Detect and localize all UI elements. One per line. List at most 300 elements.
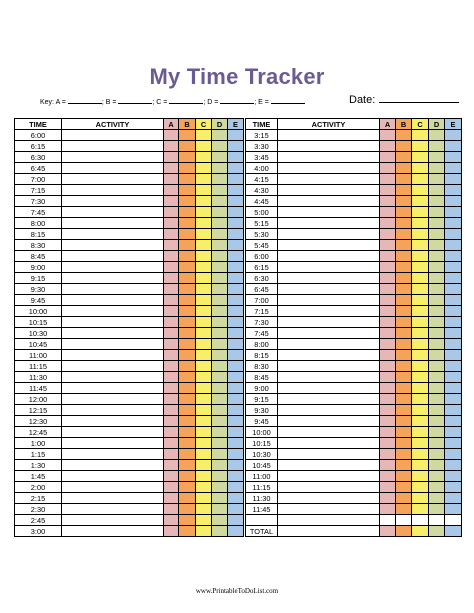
category-cell-e[interactable] bbox=[445, 526, 462, 537]
category-cell-a[interactable] bbox=[380, 438, 396, 449]
category-cell-d[interactable] bbox=[212, 361, 228, 372]
category-cell-c[interactable] bbox=[412, 207, 429, 218]
activity-cell[interactable] bbox=[278, 526, 380, 537]
category-cell-d[interactable] bbox=[429, 141, 445, 152]
category-cell-d[interactable] bbox=[212, 405, 228, 416]
category-cell-a[interactable] bbox=[164, 218, 179, 229]
category-cell-a[interactable] bbox=[380, 152, 396, 163]
category-cell-b[interactable] bbox=[179, 251, 196, 262]
activity-cell[interactable] bbox=[62, 471, 164, 482]
category-cell-d[interactable] bbox=[212, 240, 228, 251]
category-cell-b[interactable] bbox=[396, 372, 412, 383]
activity-cell[interactable] bbox=[62, 218, 164, 229]
category-cell-d[interactable] bbox=[212, 141, 228, 152]
activity-cell[interactable] bbox=[278, 361, 380, 372]
category-cell-b[interactable] bbox=[396, 229, 412, 240]
activity-cell[interactable] bbox=[278, 449, 380, 460]
category-cell-b[interactable] bbox=[396, 207, 412, 218]
category-cell-b[interactable] bbox=[179, 339, 196, 350]
category-cell-e[interactable] bbox=[445, 339, 462, 350]
activity-cell[interactable] bbox=[278, 383, 380, 394]
category-cell-b[interactable] bbox=[179, 185, 196, 196]
category-cell-e[interactable] bbox=[228, 427, 244, 438]
category-cell-c[interactable] bbox=[196, 515, 212, 526]
category-cell-c[interactable] bbox=[196, 438, 212, 449]
category-cell-b[interactable] bbox=[396, 273, 412, 284]
category-cell-e[interactable] bbox=[445, 207, 462, 218]
category-cell-d[interactable] bbox=[429, 251, 445, 262]
category-cell-d[interactable] bbox=[212, 284, 228, 295]
key-b-blank[interactable] bbox=[118, 96, 152, 104]
activity-cell[interactable] bbox=[62, 361, 164, 372]
category-cell-e[interactable] bbox=[228, 306, 244, 317]
category-cell-c[interactable] bbox=[196, 262, 212, 273]
activity-cell[interactable] bbox=[62, 350, 164, 361]
category-cell-d[interactable] bbox=[429, 449, 445, 460]
activity-cell[interactable] bbox=[278, 493, 380, 504]
category-cell-a[interactable] bbox=[164, 449, 179, 460]
activity-cell[interactable] bbox=[62, 295, 164, 306]
category-cell-e[interactable] bbox=[445, 449, 462, 460]
category-cell-b[interactable] bbox=[179, 229, 196, 240]
category-cell-b[interactable] bbox=[179, 273, 196, 284]
category-cell-e[interactable] bbox=[445, 262, 462, 273]
category-cell-d[interactable] bbox=[429, 273, 445, 284]
category-cell-b[interactable] bbox=[179, 163, 196, 174]
category-cell-a[interactable] bbox=[164, 295, 179, 306]
category-cell-d[interactable] bbox=[429, 361, 445, 372]
category-cell-b[interactable] bbox=[396, 471, 412, 482]
category-cell-a[interactable] bbox=[380, 394, 396, 405]
activity-cell[interactable] bbox=[278, 350, 380, 361]
activity-cell[interactable] bbox=[278, 427, 380, 438]
category-cell-e[interactable] bbox=[228, 141, 244, 152]
category-cell-b[interactable] bbox=[179, 196, 196, 207]
category-cell-d[interactable] bbox=[429, 383, 445, 394]
activity-cell[interactable] bbox=[278, 515, 380, 526]
category-cell-a[interactable] bbox=[380, 317, 396, 328]
category-cell-a[interactable] bbox=[164, 394, 179, 405]
category-cell-b[interactable] bbox=[179, 460, 196, 471]
category-cell-d[interactable] bbox=[212, 317, 228, 328]
category-cell-d[interactable] bbox=[429, 460, 445, 471]
activity-cell[interactable] bbox=[62, 394, 164, 405]
category-cell-b[interactable] bbox=[179, 361, 196, 372]
category-cell-b[interactable] bbox=[179, 449, 196, 460]
activity-cell[interactable] bbox=[278, 295, 380, 306]
category-cell-d[interactable] bbox=[212, 504, 228, 515]
category-cell-e[interactable] bbox=[228, 482, 244, 493]
category-cell-c[interactable] bbox=[412, 482, 429, 493]
category-cell-d[interactable] bbox=[429, 185, 445, 196]
category-cell-c[interactable] bbox=[412, 251, 429, 262]
activity-cell[interactable] bbox=[278, 174, 380, 185]
key-a-blank[interactable] bbox=[68, 96, 102, 104]
category-cell-c[interactable] bbox=[412, 350, 429, 361]
category-cell-d[interactable] bbox=[212, 218, 228, 229]
category-cell-e[interactable] bbox=[228, 251, 244, 262]
category-cell-a[interactable] bbox=[380, 174, 396, 185]
category-cell-e[interactable] bbox=[445, 328, 462, 339]
category-cell-c[interactable] bbox=[412, 174, 429, 185]
category-cell-d[interactable] bbox=[212, 163, 228, 174]
category-cell-d[interactable] bbox=[212, 174, 228, 185]
category-cell-e[interactable] bbox=[228, 383, 244, 394]
category-cell-c[interactable] bbox=[412, 152, 429, 163]
category-cell-e[interactable] bbox=[445, 350, 462, 361]
category-cell-d[interactable] bbox=[429, 526, 445, 537]
category-cell-c[interactable] bbox=[412, 504, 429, 515]
category-cell-d[interactable] bbox=[429, 504, 445, 515]
category-cell-e[interactable] bbox=[228, 361, 244, 372]
category-cell-e[interactable] bbox=[445, 141, 462, 152]
category-cell-d[interactable] bbox=[429, 427, 445, 438]
category-cell-a[interactable] bbox=[380, 163, 396, 174]
category-cell-a[interactable] bbox=[380, 240, 396, 251]
category-cell-b[interactable] bbox=[396, 394, 412, 405]
category-cell-e[interactable] bbox=[445, 295, 462, 306]
category-cell-d[interactable] bbox=[429, 339, 445, 350]
category-cell-a[interactable] bbox=[380, 526, 396, 537]
category-cell-c[interactable] bbox=[412, 460, 429, 471]
activity-cell[interactable] bbox=[62, 262, 164, 273]
category-cell-e[interactable] bbox=[228, 163, 244, 174]
category-cell-a[interactable] bbox=[380, 196, 396, 207]
category-cell-e[interactable] bbox=[445, 218, 462, 229]
category-cell-b[interactable] bbox=[179, 438, 196, 449]
category-cell-a[interactable] bbox=[164, 196, 179, 207]
category-cell-d[interactable] bbox=[429, 405, 445, 416]
category-cell-c[interactable] bbox=[196, 317, 212, 328]
category-cell-a[interactable] bbox=[380, 130, 396, 141]
activity-cell[interactable] bbox=[278, 471, 380, 482]
category-cell-c[interactable] bbox=[196, 526, 212, 537]
category-cell-a[interactable] bbox=[380, 251, 396, 262]
category-cell-e[interactable] bbox=[445, 273, 462, 284]
category-cell-b[interactable] bbox=[396, 306, 412, 317]
activity-cell[interactable] bbox=[62, 328, 164, 339]
category-cell-c[interactable] bbox=[196, 273, 212, 284]
category-cell-a[interactable] bbox=[164, 361, 179, 372]
activity-cell[interactable] bbox=[278, 130, 380, 141]
activity-cell[interactable] bbox=[278, 339, 380, 350]
category-cell-d[interactable] bbox=[429, 207, 445, 218]
category-cell-a[interactable] bbox=[380, 295, 396, 306]
activity-cell[interactable] bbox=[278, 284, 380, 295]
category-cell-c[interactable] bbox=[196, 394, 212, 405]
category-cell-a[interactable] bbox=[164, 141, 179, 152]
category-cell-e[interactable] bbox=[445, 504, 462, 515]
category-cell-a[interactable] bbox=[380, 405, 396, 416]
category-cell-a[interactable] bbox=[164, 493, 179, 504]
category-cell-a[interactable] bbox=[380, 185, 396, 196]
category-cell-e[interactable] bbox=[445, 152, 462, 163]
category-cell-e[interactable] bbox=[228, 273, 244, 284]
category-cell-d[interactable] bbox=[212, 438, 228, 449]
category-cell-d[interactable] bbox=[212, 185, 228, 196]
category-cell-b[interactable] bbox=[179, 493, 196, 504]
activity-cell[interactable] bbox=[62, 306, 164, 317]
category-cell-e[interactable] bbox=[445, 130, 462, 141]
category-cell-e[interactable] bbox=[445, 471, 462, 482]
category-cell-e[interactable] bbox=[228, 185, 244, 196]
category-cell-b[interactable] bbox=[179, 262, 196, 273]
category-cell-b[interactable] bbox=[396, 174, 412, 185]
category-cell-e[interactable] bbox=[228, 328, 244, 339]
category-cell-c[interactable] bbox=[196, 449, 212, 460]
category-cell-c[interactable] bbox=[196, 229, 212, 240]
activity-cell[interactable] bbox=[278, 218, 380, 229]
category-cell-c[interactable] bbox=[196, 460, 212, 471]
category-cell-e[interactable] bbox=[445, 196, 462, 207]
category-cell-e[interactable] bbox=[228, 240, 244, 251]
category-cell-b[interactable] bbox=[396, 328, 412, 339]
activity-cell[interactable] bbox=[62, 207, 164, 218]
category-cell-d[interactable] bbox=[429, 229, 445, 240]
category-cell-e[interactable] bbox=[445, 306, 462, 317]
category-cell-c[interactable] bbox=[196, 405, 212, 416]
category-cell-b[interactable] bbox=[396, 196, 412, 207]
category-cell-b[interactable] bbox=[179, 328, 196, 339]
category-cell-c[interactable] bbox=[196, 163, 212, 174]
category-cell-e[interactable] bbox=[445, 383, 462, 394]
category-cell-c[interactable] bbox=[196, 152, 212, 163]
category-cell-c[interactable] bbox=[196, 383, 212, 394]
category-cell-c[interactable] bbox=[196, 372, 212, 383]
category-cell-d[interactable] bbox=[212, 449, 228, 460]
activity-cell[interactable] bbox=[278, 405, 380, 416]
category-cell-c[interactable] bbox=[412, 317, 429, 328]
category-cell-d[interactable] bbox=[429, 372, 445, 383]
category-cell-a[interactable] bbox=[380, 229, 396, 240]
category-cell-b[interactable] bbox=[396, 482, 412, 493]
category-cell-d[interactable] bbox=[212, 130, 228, 141]
category-cell-c[interactable] bbox=[412, 284, 429, 295]
activity-cell[interactable] bbox=[62, 383, 164, 394]
category-cell-e[interactable] bbox=[228, 262, 244, 273]
category-cell-b[interactable] bbox=[396, 141, 412, 152]
category-cell-e[interactable] bbox=[228, 350, 244, 361]
category-cell-a[interactable] bbox=[380, 350, 396, 361]
activity-cell[interactable] bbox=[62, 196, 164, 207]
category-cell-b[interactable] bbox=[179, 515, 196, 526]
category-cell-c[interactable] bbox=[196, 251, 212, 262]
category-cell-a[interactable] bbox=[164, 207, 179, 218]
activity-cell[interactable] bbox=[278, 460, 380, 471]
category-cell-b[interactable] bbox=[179, 526, 196, 537]
category-cell-b[interactable] bbox=[396, 251, 412, 262]
category-cell-b[interactable] bbox=[179, 295, 196, 306]
category-cell-b[interactable] bbox=[179, 240, 196, 251]
category-cell-d[interactable] bbox=[429, 152, 445, 163]
category-cell-a[interactable] bbox=[380, 284, 396, 295]
category-cell-a[interactable] bbox=[164, 350, 179, 361]
category-cell-b[interactable] bbox=[179, 152, 196, 163]
category-cell-b[interactable] bbox=[396, 449, 412, 460]
category-cell-d[interactable] bbox=[212, 394, 228, 405]
category-cell-e[interactable] bbox=[445, 427, 462, 438]
category-cell-e[interactable] bbox=[445, 284, 462, 295]
category-cell-e[interactable] bbox=[228, 493, 244, 504]
category-cell-a[interactable] bbox=[380, 339, 396, 350]
category-cell-a[interactable] bbox=[380, 383, 396, 394]
category-cell-e[interactable] bbox=[228, 130, 244, 141]
category-cell-a[interactable] bbox=[164, 339, 179, 350]
date-blank[interactable] bbox=[379, 92, 459, 103]
category-cell-a[interactable] bbox=[164, 130, 179, 141]
category-cell-e[interactable] bbox=[445, 174, 462, 185]
category-cell-c[interactable] bbox=[412, 218, 429, 229]
category-cell-b[interactable] bbox=[396, 526, 412, 537]
category-cell-c[interactable] bbox=[196, 416, 212, 427]
category-cell-d[interactable] bbox=[212, 339, 228, 350]
category-cell-d[interactable] bbox=[429, 295, 445, 306]
activity-cell[interactable] bbox=[278, 394, 380, 405]
category-cell-b[interactable] bbox=[396, 460, 412, 471]
category-cell-a[interactable] bbox=[164, 306, 179, 317]
category-cell-b[interactable] bbox=[396, 163, 412, 174]
activity-cell[interactable] bbox=[62, 460, 164, 471]
category-cell-d[interactable] bbox=[212, 262, 228, 273]
category-cell-d[interactable] bbox=[212, 482, 228, 493]
category-cell-d[interactable] bbox=[429, 493, 445, 504]
category-cell-e[interactable] bbox=[228, 449, 244, 460]
category-cell-b[interactable] bbox=[179, 482, 196, 493]
category-cell-c[interactable] bbox=[412, 295, 429, 306]
category-cell-d[interactable] bbox=[212, 427, 228, 438]
category-cell-b[interactable] bbox=[179, 416, 196, 427]
category-cell-c[interactable] bbox=[412, 130, 429, 141]
category-cell-e[interactable] bbox=[228, 295, 244, 306]
category-cell-e[interactable] bbox=[445, 482, 462, 493]
category-cell-b[interactable] bbox=[179, 383, 196, 394]
category-cell-a[interactable] bbox=[164, 416, 179, 427]
category-cell-c[interactable] bbox=[412, 273, 429, 284]
activity-cell[interactable] bbox=[62, 493, 164, 504]
category-cell-d[interactable] bbox=[429, 196, 445, 207]
category-cell-e[interactable] bbox=[445, 163, 462, 174]
category-cell-c[interactable] bbox=[196, 174, 212, 185]
category-cell-d[interactable] bbox=[429, 306, 445, 317]
category-cell-e[interactable] bbox=[228, 504, 244, 515]
category-cell-e[interactable] bbox=[445, 416, 462, 427]
activity-cell[interactable] bbox=[278, 163, 380, 174]
category-cell-b[interactable] bbox=[179, 141, 196, 152]
category-cell-a[interactable] bbox=[164, 372, 179, 383]
category-cell-d[interactable] bbox=[429, 350, 445, 361]
activity-cell[interactable] bbox=[62, 339, 164, 350]
category-cell-d[interactable] bbox=[212, 416, 228, 427]
category-cell-b[interactable] bbox=[179, 372, 196, 383]
category-cell-c[interactable] bbox=[412, 383, 429, 394]
activity-cell[interactable] bbox=[62, 174, 164, 185]
category-cell-a[interactable] bbox=[164, 405, 179, 416]
category-cell-d[interactable] bbox=[212, 372, 228, 383]
category-cell-c[interactable] bbox=[412, 328, 429, 339]
category-cell-e[interactable] bbox=[445, 372, 462, 383]
category-cell-e[interactable] bbox=[445, 240, 462, 251]
key-d-blank[interactable] bbox=[220, 96, 254, 104]
activity-cell[interactable] bbox=[62, 427, 164, 438]
activity-cell[interactable] bbox=[62, 273, 164, 284]
activity-cell[interactable] bbox=[278, 240, 380, 251]
activity-cell[interactable] bbox=[278, 416, 380, 427]
category-cell-e[interactable] bbox=[228, 218, 244, 229]
category-cell-b[interactable] bbox=[179, 218, 196, 229]
category-cell-a[interactable] bbox=[164, 229, 179, 240]
category-cell-a[interactable] bbox=[380, 306, 396, 317]
category-cell-a[interactable] bbox=[380, 361, 396, 372]
category-cell-d[interactable] bbox=[212, 515, 228, 526]
activity-cell[interactable] bbox=[278, 306, 380, 317]
category-cell-e[interactable] bbox=[228, 515, 244, 526]
category-cell-b[interactable] bbox=[179, 405, 196, 416]
activity-cell[interactable] bbox=[278, 196, 380, 207]
category-cell-b[interactable] bbox=[396, 262, 412, 273]
category-cell-e[interactable] bbox=[445, 229, 462, 240]
category-cell-e[interactable] bbox=[445, 317, 462, 328]
category-cell-e[interactable] bbox=[445, 405, 462, 416]
category-cell-d[interactable] bbox=[429, 438, 445, 449]
category-cell-b[interactable] bbox=[396, 295, 412, 306]
category-cell-e[interactable] bbox=[445, 251, 462, 262]
category-cell-a[interactable] bbox=[164, 251, 179, 262]
category-cell-b[interactable] bbox=[179, 306, 196, 317]
category-cell-c[interactable] bbox=[196, 218, 212, 229]
category-cell-e[interactable] bbox=[228, 438, 244, 449]
category-cell-b[interactable] bbox=[179, 284, 196, 295]
category-cell-c[interactable] bbox=[412, 449, 429, 460]
category-cell-c[interactable] bbox=[412, 306, 429, 317]
activity-cell[interactable] bbox=[278, 207, 380, 218]
activity-cell[interactable] bbox=[62, 482, 164, 493]
category-cell-b[interactable] bbox=[396, 152, 412, 163]
category-cell-c[interactable] bbox=[196, 207, 212, 218]
category-cell-e[interactable] bbox=[445, 361, 462, 372]
category-cell-a[interactable] bbox=[380, 460, 396, 471]
category-cell-d[interactable] bbox=[212, 526, 228, 537]
category-cell-a[interactable] bbox=[164, 504, 179, 515]
activity-cell[interactable] bbox=[278, 372, 380, 383]
category-cell-a[interactable] bbox=[164, 174, 179, 185]
category-cell-a[interactable] bbox=[164, 284, 179, 295]
category-cell-c[interactable] bbox=[412, 471, 429, 482]
category-cell-c[interactable] bbox=[412, 526, 429, 537]
activity-cell[interactable] bbox=[278, 317, 380, 328]
category-cell-a[interactable] bbox=[380, 493, 396, 504]
activity-cell[interactable] bbox=[62, 141, 164, 152]
category-cell-a[interactable] bbox=[164, 163, 179, 174]
category-cell-c[interactable] bbox=[412, 240, 429, 251]
category-cell-c[interactable] bbox=[196, 361, 212, 372]
category-cell-d[interactable] bbox=[429, 328, 445, 339]
category-cell-c[interactable] bbox=[412, 229, 429, 240]
category-cell-b[interactable] bbox=[396, 427, 412, 438]
activity-cell[interactable] bbox=[278, 273, 380, 284]
activity-cell[interactable] bbox=[62, 251, 164, 262]
category-cell-c[interactable] bbox=[412, 394, 429, 405]
category-cell-b[interactable] bbox=[179, 471, 196, 482]
category-cell-a[interactable] bbox=[164, 438, 179, 449]
category-cell-b[interactable] bbox=[396, 185, 412, 196]
category-cell-b[interactable] bbox=[179, 174, 196, 185]
category-cell-c[interactable] bbox=[412, 185, 429, 196]
category-cell-b[interactable] bbox=[179, 130, 196, 141]
category-cell-e[interactable] bbox=[228, 207, 244, 218]
activity-cell[interactable] bbox=[62, 152, 164, 163]
activity-cell[interactable] bbox=[278, 262, 380, 273]
category-cell-a[interactable] bbox=[380, 449, 396, 460]
